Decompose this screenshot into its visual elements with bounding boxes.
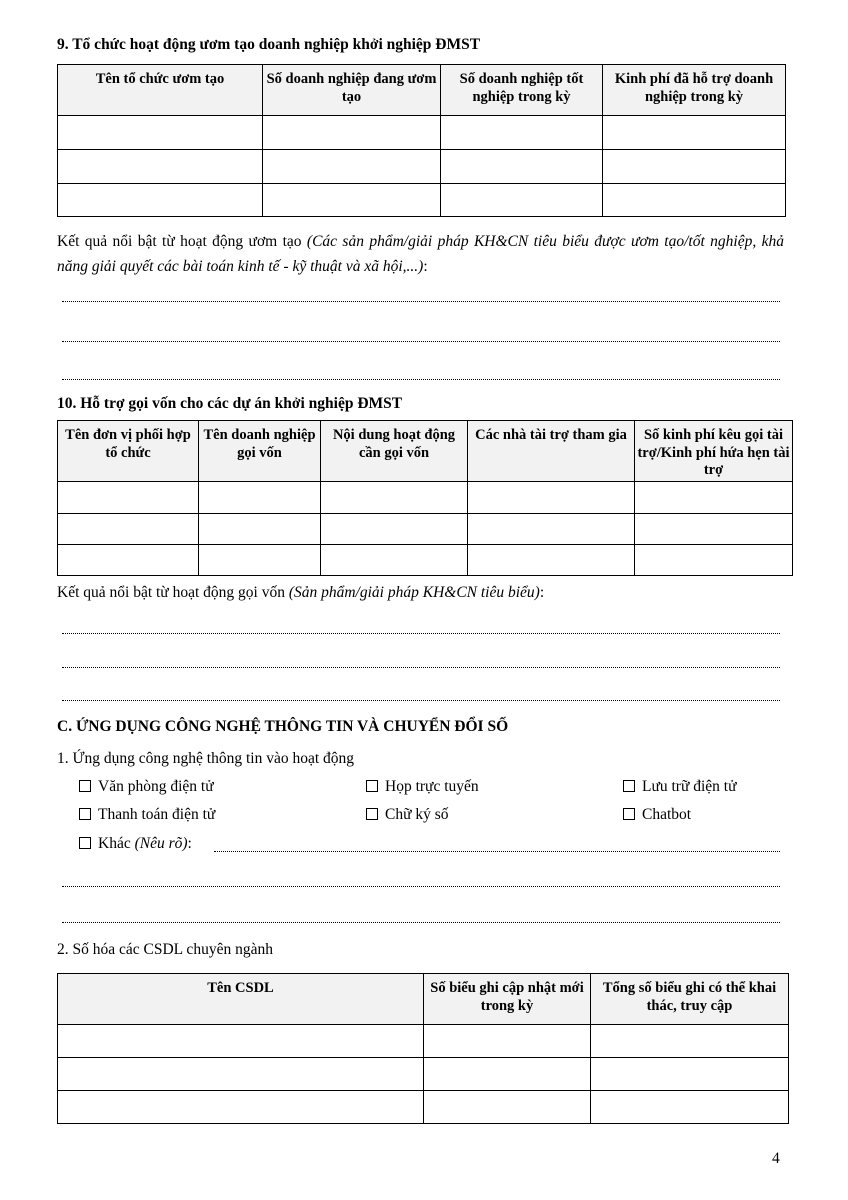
table-cell[interactable] xyxy=(58,1058,424,1091)
table-cell[interactable] xyxy=(199,514,321,545)
checkbox-other[interactable] xyxy=(79,835,192,853)
table-cell[interactable] xyxy=(635,545,793,576)
checkbox-square-icon[interactable] xyxy=(79,808,91,820)
table-cell[interactable] xyxy=(321,545,468,576)
checkbox-label: Chatbot xyxy=(642,806,692,823)
checkbox-label: Họp trực tuyến xyxy=(385,778,479,795)
checkbox-chatbot[interactable] xyxy=(623,806,691,824)
checkbox-square-icon[interactable] xyxy=(623,808,635,820)
fundraising-result-hint: (Sản phẩm/giải pháp KH&CN tiêu biểu) xyxy=(288,584,540,601)
incubation-result-hint: (Các sản phẩm/giải pháp KH&CN tiêu biểu được ươm tạo/tốt nghiệp, khả năng giải quyết các bài toán kinh tế - kỹ thuật và xã hội,...) xyxy=(57,233,784,275)
table-cell[interactable] xyxy=(58,1025,424,1058)
table-row xyxy=(58,1058,789,1091)
table-row xyxy=(58,116,786,150)
table-cell[interactable] xyxy=(468,514,635,545)
page-number: 4 xyxy=(772,1150,780,1167)
checkbox-label: Lưu trữ điện tử xyxy=(642,778,737,795)
col-header-funding-amount: Số kinh phí kêu gọi tài trợ/Kinh phí hứa hẹn tài trợ xyxy=(635,421,793,482)
table-cell[interactable] xyxy=(441,150,603,184)
col-header-database-name: Tên CSDL xyxy=(58,974,424,1025)
incubation-result-label: Kết quả nổi bật từ hoạt động ươm tạo xyxy=(57,233,307,250)
table-cell[interactable] xyxy=(468,482,635,514)
it-answer-line-1[interactable] xyxy=(62,886,780,887)
checkbox-digital-signature[interactable] xyxy=(366,806,449,824)
table-cell[interactable] xyxy=(591,1091,789,1124)
col-header-graduated-count: Số doanh nghiệp tốt nghiệp trong kỳ xyxy=(441,65,603,116)
table-cell[interactable] xyxy=(263,150,441,184)
col-header-new-records: Số biểu ghi cập nhật mới trong kỳ xyxy=(424,974,591,1025)
incubation-result-prompt xyxy=(57,229,784,279)
table-row xyxy=(58,482,793,514)
checkbox-other-colon: : xyxy=(187,835,192,852)
col-header-support-funding: Kinh phí đã hỗ trợ doanh nghiệp trong kỳ xyxy=(603,65,786,116)
table-row xyxy=(58,545,793,576)
table-cell[interactable] xyxy=(321,514,468,545)
checkbox-electronic-storage[interactable] xyxy=(623,778,737,796)
col-header-total-records: Tổng số biểu ghi có thể khai thác, truy cập xyxy=(591,974,789,1025)
table-cell[interactable] xyxy=(58,545,199,576)
table-cell[interactable] xyxy=(424,1091,591,1124)
col-header-partner-unit: Tên đơn vị phối hợp tổ chức xyxy=(58,421,199,482)
table-cell[interactable] xyxy=(468,545,635,576)
table-row xyxy=(58,1025,789,1058)
fundraising-result-label: Kết quả nổi bật từ hoạt động gọi vốn xyxy=(57,584,289,601)
table-cell[interactable] xyxy=(58,150,263,184)
col-header-activity-content: Nội dung hoạt động cần gọi vốn xyxy=(321,421,468,482)
table-cell[interactable] xyxy=(58,1091,424,1124)
table-cell[interactable] xyxy=(424,1025,591,1058)
section-10-title: 10. Hỗ trợ gọi vốn cho các dự án khởi nghiệp ĐMST xyxy=(57,395,403,412)
fundraising-result-prompt xyxy=(57,584,784,602)
checkbox-square-icon[interactable] xyxy=(366,808,378,820)
fundraising-result-colon: : xyxy=(539,584,545,601)
table-row xyxy=(58,1091,789,1124)
table-cell[interactable] xyxy=(603,184,786,217)
section-9-title: 9. Tổ chức hoạt động ươm tạo doanh nghiệp khởi nghiệp ĐMST xyxy=(57,36,481,53)
table-cell[interactable] xyxy=(441,116,603,150)
col-header-sponsors: Các nhà tài trợ tham gia xyxy=(468,421,635,482)
col-header-company-name: Tên doanh nghiệp gọi vốn xyxy=(199,421,321,482)
table-cell[interactable] xyxy=(58,514,199,545)
section-c-title: C. ỨNG DỤNG CÔNG NGHỆ THÔNG TIN VÀ CHUYỂN ĐỔI SỐ xyxy=(57,718,509,735)
it-application-label: 1. Ứng dụng công nghệ thông tin vào hoạt động xyxy=(57,750,355,767)
checkbox-label: Văn phòng điện tử xyxy=(98,778,214,795)
table-cell[interactable] xyxy=(58,116,263,150)
fundraising-table xyxy=(57,420,793,576)
table-cell[interactable] xyxy=(58,184,263,217)
fundraising-answer-line-3[interactable] xyxy=(62,700,780,701)
col-header-incubating-count: Số doanh nghiệp đang ươm tạo xyxy=(263,65,441,116)
checkbox-online-meeting[interactable] xyxy=(366,778,479,796)
checkbox-label: Thanh toán điện tử xyxy=(98,806,216,823)
table-cell[interactable] xyxy=(635,482,793,514)
table-row xyxy=(58,184,786,217)
table-cell[interactable] xyxy=(635,514,793,545)
other-answer-line[interactable] xyxy=(214,851,780,852)
checkbox-other-hint: (Nêu rõ) xyxy=(134,835,188,852)
checkbox-electronic-office[interactable] xyxy=(79,778,214,796)
checkbox-label: Chữ ký số xyxy=(385,806,449,823)
table-cell[interactable] xyxy=(199,545,321,576)
incubation-answer-line-1[interactable] xyxy=(62,301,780,302)
checkbox-label: Khác xyxy=(98,835,135,852)
table-row xyxy=(58,514,793,545)
table-cell[interactable] xyxy=(58,482,199,514)
incubation-result-colon: : xyxy=(423,258,428,275)
table-cell[interactable] xyxy=(263,184,441,217)
table-row xyxy=(58,150,786,184)
database-table xyxy=(57,973,789,1124)
database-digitization-label: 2. Số hóa các CSDL chuyên ngành xyxy=(57,941,273,958)
incubation-answer-line-3[interactable] xyxy=(62,379,780,380)
incubation-table xyxy=(57,64,786,217)
table-cell[interactable] xyxy=(263,116,441,150)
checkbox-square-icon[interactable] xyxy=(366,780,378,792)
col-header-incubator-name: Tên tổ chức ươm tạo xyxy=(58,65,263,116)
fundraising-answer-line-2[interactable] xyxy=(62,667,780,668)
table-cell[interactable] xyxy=(591,1025,789,1058)
it-answer-line-2[interactable] xyxy=(62,922,780,923)
checkbox-electronic-payment[interactable] xyxy=(79,806,215,824)
table-cell[interactable] xyxy=(441,184,603,217)
table-cell[interactable] xyxy=(591,1058,789,1091)
table-cell[interactable] xyxy=(424,1058,591,1091)
table-cell[interactable] xyxy=(603,150,786,184)
checkbox-square-icon[interactable] xyxy=(79,837,91,849)
checkbox-square-icon[interactable] xyxy=(623,780,635,792)
incubation-answer-line-2[interactable] xyxy=(62,341,780,342)
table-cell[interactable] xyxy=(603,116,786,150)
table-cell[interactable] xyxy=(321,482,468,514)
fundraising-answer-line-1[interactable] xyxy=(62,633,780,634)
table-cell[interactable] xyxy=(199,482,321,514)
checkbox-square-icon[interactable] xyxy=(79,780,91,792)
